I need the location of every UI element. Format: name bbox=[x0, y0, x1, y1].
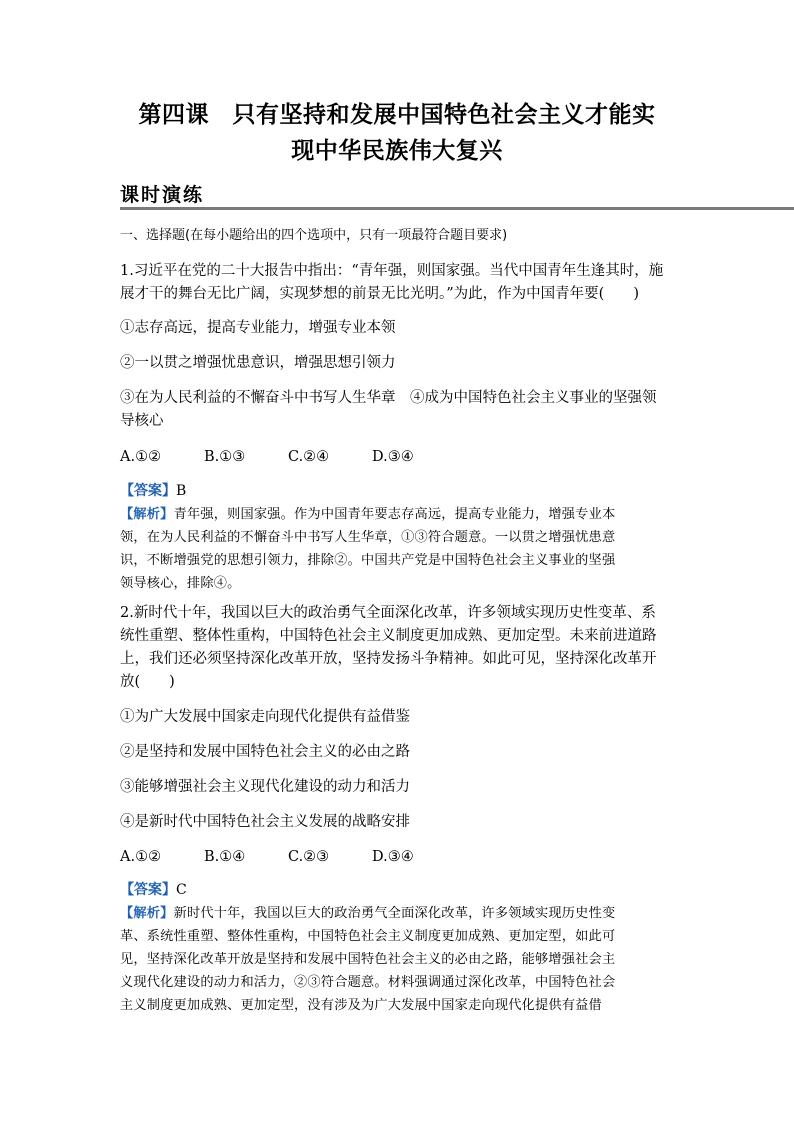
q2-explanation-line-5: 主义制度更加成熟、更加定型，没有涉及为广大发展中国家走向现代化提供有益借 bbox=[120, 998, 602, 1013]
q1-explanation-tag: 【解析】 bbox=[120, 507, 174, 522]
q2-answer bbox=[120, 880, 680, 900]
q2-options bbox=[120, 846, 680, 869]
q1-answer-value: B bbox=[176, 483, 187, 499]
q1-answer bbox=[120, 481, 680, 501]
q1-item-3-line-1: ③在为人民利益的不懈奋斗中书写人生华章 ④成为中国特色社会主义事业的坚强领 bbox=[120, 390, 657, 406]
instruction-text: 一、选择题(在每小题给出的四个选项中，只有一项最符合题目要求) bbox=[120, 228, 508, 243]
q2-explanation-line-2: 革、系统性重塑、整体性重构，中国特色社会主义制度更加成熟、更加定型，如此可 bbox=[120, 929, 616, 944]
q2-explanation-line-4: 义现代化建设的动力和活力，②③符合题意。材料强调通过深化改革，中国特色社会 bbox=[120, 975, 616, 990]
q2-stem-line-4: 放( ) bbox=[120, 674, 175, 690]
section-divider bbox=[120, 207, 794, 210]
page-title-line-2: 现中华民族伟大复兴 bbox=[291, 138, 503, 164]
q2-explanation-text-1: 新时代十年，我国以巨大的政治勇气全面深化改革，许多领域实现历史性变 bbox=[173, 906, 616, 921]
q2-stem-line-3: 上，我们还必须坚持深化改革开放，坚持发扬斗争精神。如此可见，坚持深化改革开 bbox=[120, 651, 657, 667]
q1-stem-line-1: 1.习近平在党的二十大报告中指出：“青年强，则国家强。当代中国青年生逢其时，施 bbox=[120, 263, 664, 279]
q2-answer-value: C bbox=[176, 882, 187, 898]
q2-item-3: ③能够增强社会主义现代化建设的动力和活力 bbox=[120, 779, 410, 795]
q1-item-1: ①志存高远，提高专业能力，增强专业本领 bbox=[120, 320, 396, 336]
q1-explanation-line-4: 领导核心，排除④。 bbox=[120, 576, 241, 591]
q2-explanation-line-1 bbox=[120, 902, 680, 925]
q2-explanation-line-3: 见，坚持深化改革开放是坚持和发展中国特色社会主义的必由之路，能够增强社会主 bbox=[120, 952, 616, 967]
q2-item-2: ②是坚持和发展中国特色社会主义的必由之路 bbox=[120, 744, 410, 760]
q1-explanation-text-1: 青年强，则国家强。作为中国青年要志存高远，提高专业能力，增强专业本 bbox=[173, 507, 616, 522]
q2-item-4: ④是新时代中国特色社会主义发展的战略安排 bbox=[120, 814, 410, 830]
q1-explanation-line-2: 领，在为人民利益的不懈奋斗中书写人生华章，①③符合题意。一以贯之增强忧患意 bbox=[120, 530, 616, 545]
q2-option-a: A.①② bbox=[120, 849, 162, 865]
q2-item-1: ①为广大发展中国家走向现代化提供有益借鉴 bbox=[120, 709, 410, 725]
q1-item-2: ②一以贯之增强忧患意识，增强思想引领力 bbox=[120, 355, 396, 371]
q1-option-d: D.③④ bbox=[372, 449, 414, 465]
q2-option-d: D.③④ bbox=[372, 849, 414, 865]
q2-answer-tag: 【答案】 bbox=[120, 882, 176, 898]
q2-stem-line-1: 2.新时代十年，我国以巨大的政治勇气全面深化改革，许多领域实现历史性变革、系 bbox=[120, 605, 656, 621]
q2-explanation-tag: 【解析】 bbox=[120, 906, 174, 921]
q1-answer-tag: 【答案】 bbox=[120, 483, 176, 499]
q2-option-c: C.②③ bbox=[288, 849, 330, 865]
q1-option-c: C.②④ bbox=[288, 449, 330, 465]
q2-stem-line-2: 统性重塑、整体性重构，中国特色社会主义制度更加成熟、更加定型。未来前进道路 bbox=[120, 628, 657, 644]
q1-option-a: A.①② bbox=[120, 449, 162, 465]
q1-option-b: B.①③ bbox=[204, 449, 246, 465]
q2-option-b: B.①④ bbox=[204, 849, 246, 865]
page-title-line-1: 第四课 只有坚持和发展中国特色社会主义才能实 bbox=[138, 102, 656, 128]
q1-item-3-line-2: 导核心 bbox=[120, 413, 164, 429]
q1-stem-line-2: 展才干的舞台无比广阔，实现梦想的前景无比光明。”为此，作为中国青年要( ) bbox=[120, 286, 639, 302]
q1-explanation-line-1 bbox=[120, 503, 680, 526]
section-heading: 课时演练 bbox=[120, 184, 205, 206]
q1-options bbox=[120, 446, 680, 469]
q1-explanation-line-3: 识，不断增强党的思想引领力，排除②。中国共产党是中国特色社会主义事业的坚强 bbox=[120, 553, 616, 568]
